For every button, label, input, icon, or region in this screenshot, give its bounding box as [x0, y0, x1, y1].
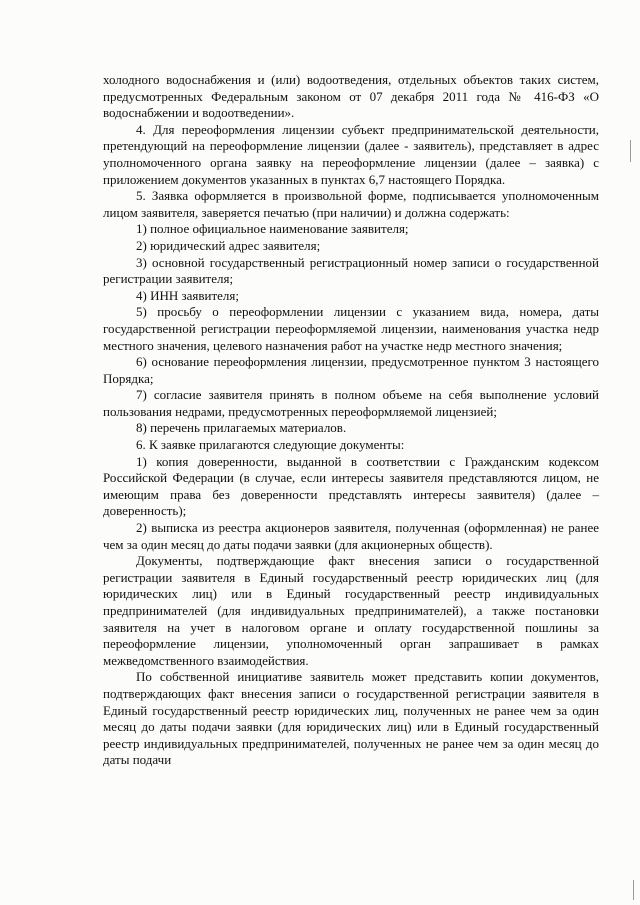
scan-edge-mark — [633, 880, 634, 900]
paragraph: 2) юридический адрес заявителя; — [136, 237, 321, 253]
paragraph: 3) основной государственный регистрационный номер записи о государственной регистрации заявителя; — [103, 254, 599, 287]
paragraph: 6. К заявке прилагаются следующие документы: — [136, 437, 405, 453]
paragraph: 7) согласие заявителя принять в полном объеме на себя выполнение условий пользования недрами, предусмотренных переоформляемой лицензией; — [103, 387, 599, 419]
document-body — [103, 72, 599, 769]
paragraph: 4. Для переоформления лицензии субъект предпринимательской деятельности, претендующий на переоформление лицензии (далее - заявитель), представляет в адрес уполномоченного органа заявку на переоформление лицензии (далее – заявка) с приложением документов указанных в пунктах 6,7 настоящего Порядка. — [103, 121, 599, 187]
paragraph: холодного водоснабжения и (или) водоотведения, отдельных объектов таких систем, предусмотренных Федеральным законом от 07 декабря 2011 года № 416-ФЗ «О водоснабжении и водоотведении». — [103, 72, 599, 121]
paragraph: 5. Заявка оформляется в произвольной форме, подписывается уполномоченным лицом заявителя, заверяется печатью (при наличии) и должна содержать: — [103, 188, 599, 220]
paragraph: 5) просьбу о переоформлении лицензии с указанием вида, номера, даты государственной регистрации переоформляемой лицензии, наименования участка недр местного значения, целевого назначения работ на участке недр местного значения; — [103, 304, 599, 353]
paragraph: 1) копия доверенности, выданной в соответствии с Гражданским кодексом Российской Федерации (в случае, если интересы заявителя представляются лицом, не имеющим права без доверенности представлять интересы заявителя) (далее – доверенность); — [103, 453, 599, 519]
paragraph: По собственной инициативе заявитель может представить копии документов, подтверждающих факт внесения записи о государственной регистрации заявителя в Единый государственный реестр юридических лиц, полученных не ранее чем за один месяц до даты подачи заявки (для юридических лиц) или в Единый государственный реестр индивидуальных предпринимателей, полученных не ранее чем за один месяц до даты подачи — [103, 669, 599, 768]
paragraph: 1) полное официальное наименование заявителя; — [136, 221, 409, 237]
paragraph: 6) основание переоформления лицензии, предусмотренное пунктом 3 настоящего Порядка; — [103, 354, 599, 386]
paragraph: Документы, подтверждающие факт внесения записи о государственной регистрации заявителя в Единый государственный реестр юридических лиц (для юридических лиц) или в Единый государственный реестр индивидуальных предпринимателей (для индивидуальных предпринимателей), а также постановки заявителя на учет в налоговом органе и оплату государственной пошлины за переоформление лицензии, уполномоченный орган запрашивает в рамках межведомственного взаимодействия. — [103, 553, 599, 668]
scan-edge-mark — [630, 140, 631, 162]
paragraph: 8) перечень прилагаемых материалов. — [136, 420, 347, 436]
paragraph: 4) ИНН заявителя; — [136, 287, 240, 303]
paragraph: 2) выписка из реестра акционеров заявителя, полученная (оформленная) не ранее чем за один месяц до даты подачи заявки (для акционерных обществ). — [103, 520, 599, 552]
